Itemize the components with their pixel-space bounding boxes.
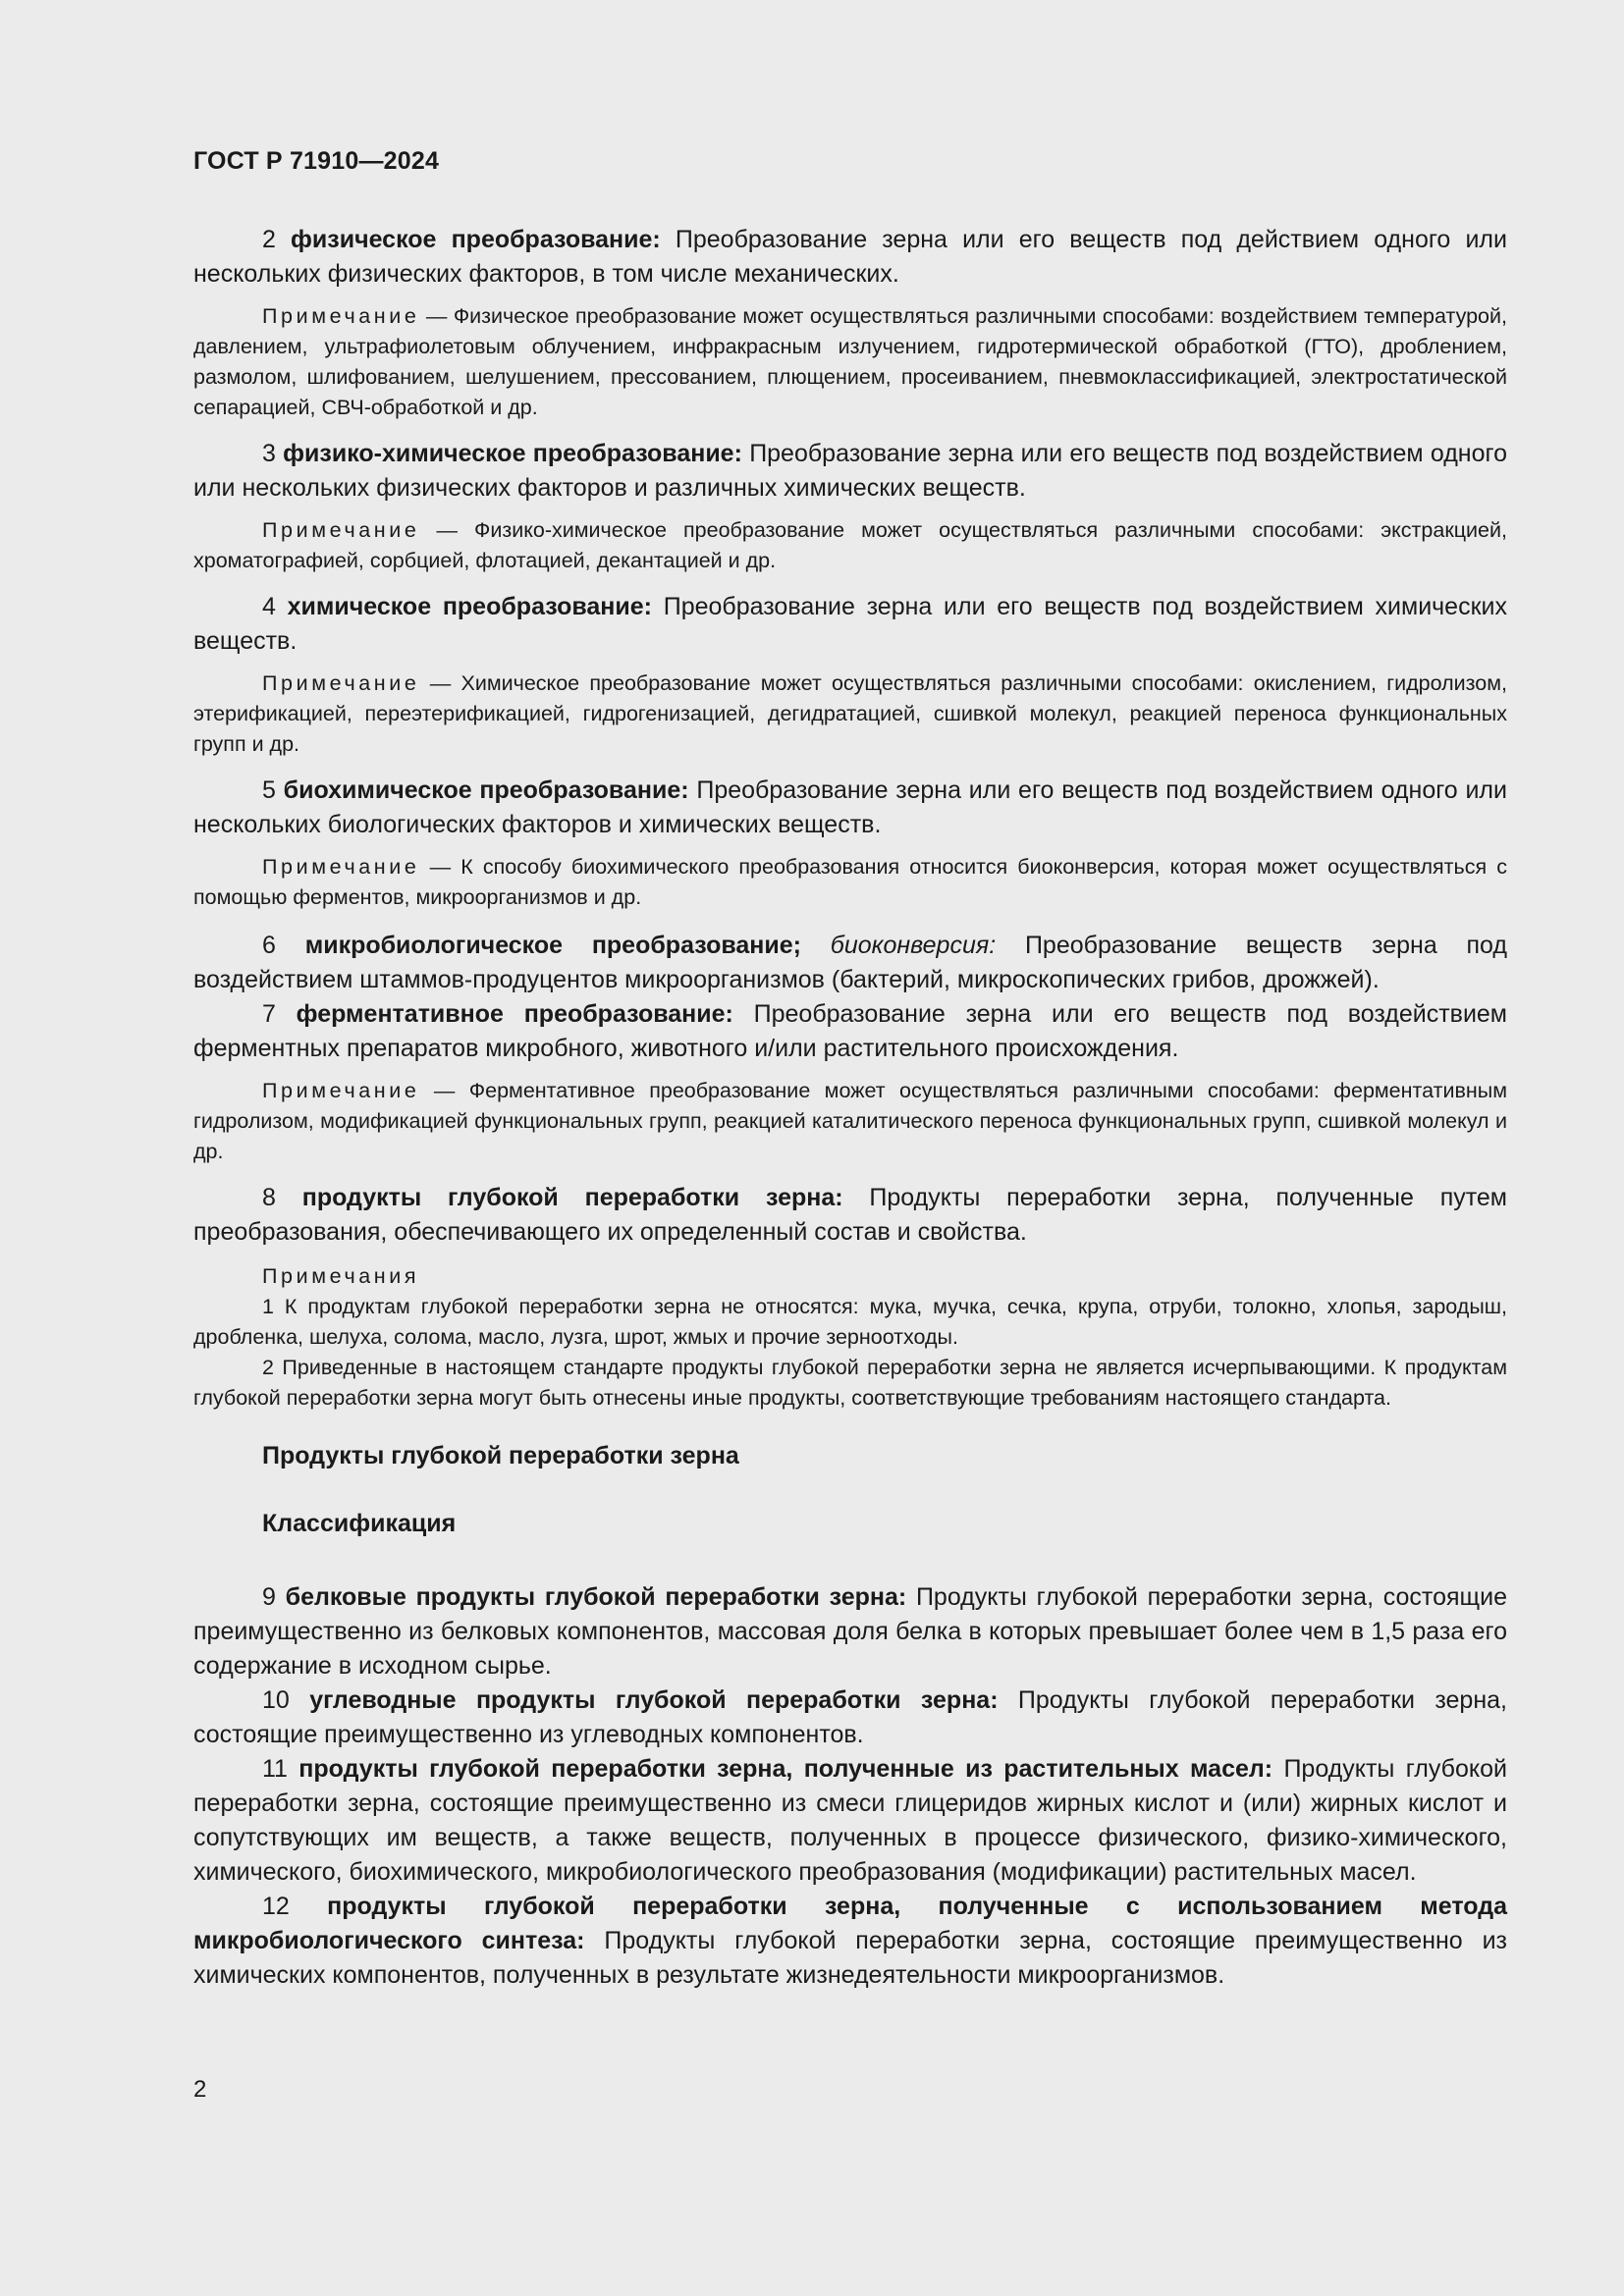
term-number: 11 — [262, 1755, 288, 1783]
term-number: 10 — [262, 1686, 290, 1714]
term-7 — [193, 997, 1507, 1066]
term-name: белковые продукты глубокой переработки зерна: — [285, 1583, 907, 1611]
note-label: Примечание — [262, 671, 420, 695]
note-text: — Физическое преобразование может осуществляться различными способами: воздействием температурой, давлением, ультрафиолетовым облучением, инфракрасным излучением, гидротермической обработкой (ГТО), дроблением, размолом, шлифованием, шелушением, прессованием, плющением, просеиванием, пневмоклассификацией, электростатической сепарацией, СВЧ-обработкой и др. — [193, 304, 1507, 419]
term-definition: Преобразование зерна или его веществ под действием одного или нескольких физических факторов, в том числе механических. — [193, 226, 1507, 288]
term-name: продукты глубокой переработки зерна, полученные из растительных масел: — [298, 1755, 1273, 1783]
term-number: 9 — [262, 1583, 276, 1611]
term-number: 6 — [262, 932, 276, 959]
note-label: Примечание — [262, 304, 420, 328]
note-2 — [193, 301, 1507, 423]
term-3 — [193, 437, 1507, 506]
note-text: — Физико-химическое преобразование может осуществляться различными способами: экстракцией, хроматографией, сорбцией, флотацией, декантацией и др. — [193, 518, 1507, 572]
note-label: Примечание — [262, 1079, 420, 1102]
term-name: микробиологическое преобразование; — [304, 932, 801, 959]
section-subtitle: Классификация — [262, 1510, 457, 1537]
term-number: 7 — [262, 1000, 276, 1028]
note-3 — [193, 515, 1507, 576]
term-number: 8 — [262, 1184, 276, 1211]
term-11 — [193, 1752, 1507, 1890]
document-body — [193, 223, 1507, 1993]
term-9 — [193, 1580, 1507, 1683]
term-name: ферментативное преобразование: — [296, 1000, 733, 1028]
term-definition: Преобразование веществ зерна под воздействием штаммов-продуцентов микроорганизмов (бактерий, микроскопических грибов, дрожжей). — [193, 932, 1507, 993]
term-12 — [193, 1890, 1507, 1993]
term-definition: Преобразование зерна или его веществ под воздействием одного или нескольких биологических факторов и химических веществ. — [193, 776, 1507, 838]
term-name: химическое преобразование: — [287, 593, 652, 620]
term-name: продукты глубокой переработки зерна, полученные с использованием метода микробиологического синтеза: — [193, 1893, 1507, 1954]
term-name: физическое преобразование: — [291, 226, 661, 253]
note-7 — [193, 1076, 1507, 1167]
notes-8-label — [193, 1261, 1507, 1292]
term-definition: Продукты глубокой переработки зерна, состоящие преимущественно из химических компонентов, полученных в результате жизнедеятельности микроорганизмов. — [193, 1927, 1507, 1989]
term-definition: Преобразование зерна или его веществ под воздействием ферментных препаратов микробного, животного и/или растительного происхождения. — [193, 1000, 1507, 1062]
term-number: 5 — [262, 776, 276, 804]
term-synonym: биоконверсия: — [830, 932, 997, 959]
page-number: 2 — [193, 2076, 207, 2103]
note-label: Примечания — [262, 1264, 420, 1288]
note-5 — [193, 852, 1507, 913]
term-name: продукты глубокой переработки зерна: — [301, 1184, 843, 1211]
note-text: — Химическое преобразование может осуществляться различными способами: окислением, гидролизом, этерификацией, переэтерификацией, гидрогенизацией, дегидратацией, сшивкой молекул, реакцией переноса функциональных групп и др. — [193, 671, 1507, 756]
term-definition: Преобразование зерна или его веществ под воздействием химических веществ. — [193, 593, 1507, 655]
section-title: Продукты глубокой переработки зерна — [262, 1442, 739, 1469]
note-4 — [193, 668, 1507, 760]
notes-8-item-2: 2 Приведенные в настоящем стандарте продукты глубокой переработки зерна не является исчерпывающими. К продуктам глубокой переработки зерна могут быть отнесены иные продукты, соответствующие требованиям настоящего стандарта. — [193, 1356, 1507, 1410]
term-number: 4 — [262, 593, 276, 620]
term-10 — [193, 1683, 1507, 1752]
note-label: Примечание — [262, 518, 420, 542]
note-text: — Ферментативное преобразование может осуществляться различными способами: ферментативным гидролизом, модификацией функциональных групп, реакцией каталитического переноса функциональных групп, сшивкой молекул и др. — [193, 1079, 1507, 1163]
note-text: — К способу биохимического преобразования относится биоконверсия, которая может осуществляться с помощью ферментов, микроорганизмов и др. — [193, 855, 1507, 909]
term-definition: Преобразование зерна или его веществ под воздействием одного или нескольких физических факторов и различных химических веществ. — [193, 440, 1507, 502]
term-2 — [193, 223, 1507, 292]
term-definition: Продукты переработки зерна, полученные путем преобразования, обеспечивающего их определенный состав и свойства. — [193, 1184, 1507, 1246]
term-definition: Продукты глубокой переработки зерна, состоящие преимущественно из углеводных компонентов. — [193, 1686, 1507, 1748]
term-name: биохимическое преобразование: — [283, 776, 689, 804]
term-name: углеводные продукты глубокой переработки зерна: — [309, 1686, 999, 1714]
term-4 — [193, 590, 1507, 659]
term-number: 12 — [262, 1893, 290, 1920]
term-definition: Продукты глубокой переработки зерна, состоящие преимущественно из смеси глицеридов жирных кислот и (или) жирных кислот и сопутствующих им веществ, а также веществ, полученных в процессе физического, физико-химического, химического, биохимического, микробиологического преобразования (модификации) растительных масел. — [193, 1755, 1507, 1886]
term-number: 3 — [262, 440, 276, 467]
standard-header: ГОСТ Р 71910—2024 — [193, 147, 440, 175]
term-8 — [193, 1181, 1507, 1250]
notes-8-item-1: 1 К продуктам глубокой переработки зерна не относятся: мука, мучка, сечка, крупа, отруби, толокно, хлопья, зародыш, дробленка, шелуха, солома, масло, лузга, шрот, жмых и прочие зерноотходы. — [193, 1295, 1507, 1349]
term-name: физико-химическое преобразование: — [283, 440, 742, 467]
note-label: Примечание — [262, 855, 420, 879]
term-definition: Продукты глубокой переработки зерна, состоящие преимущественно из белковых компонентов, массовая доля белка в которых превышает более чем в 1,5 раза его содержание в исходном сырье. — [193, 1583, 1507, 1680]
term-6 — [193, 929, 1507, 997]
term-number: 2 — [262, 226, 276, 253]
term-5 — [193, 774, 1507, 842]
